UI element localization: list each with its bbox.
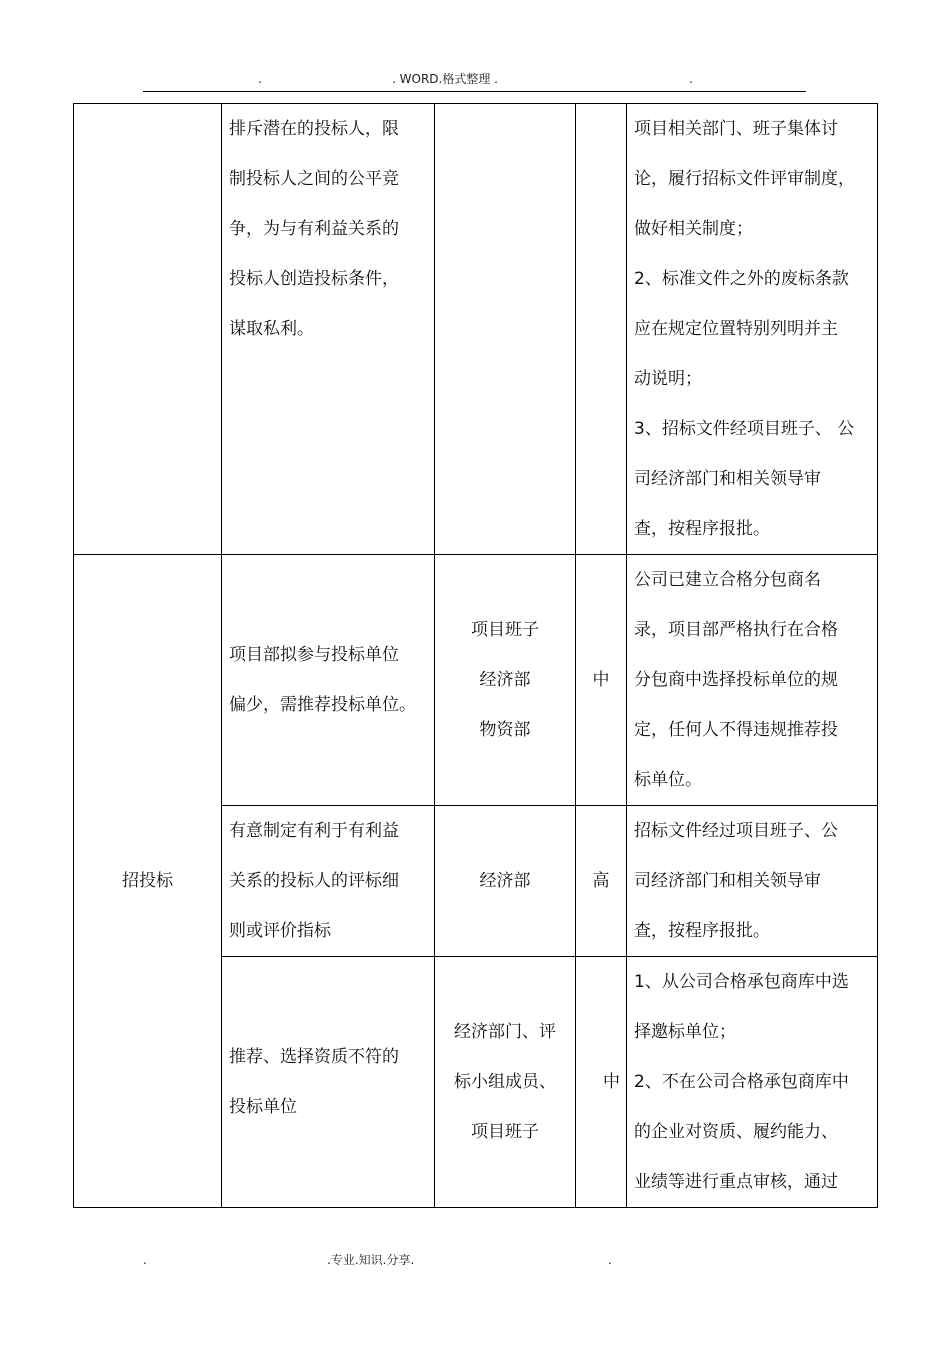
- text-line: 业绩等进行重点审核，通过: [634, 1172, 838, 1192]
- header-title: . WORD.格式整理 .: [392, 72, 498, 86]
- text-line: 项目部拟参与投标单位: [229, 645, 399, 665]
- text-line: 则或评价指标: [229, 921, 331, 941]
- text-line: 争，为与有利益关系的: [229, 219, 399, 239]
- risk-level-cell: [576, 806, 627, 957]
- text-line: 标单位。: [634, 770, 702, 790]
- measures-cell: [627, 957, 878, 1208]
- risk-table: [73, 103, 878, 1208]
- header-dot-right: .: [689, 72, 693, 86]
- text-line: 择邀标单位；: [634, 1022, 736, 1042]
- text-line: 物资部: [479, 720, 531, 740]
- footer-dot-left: .: [143, 1253, 147, 1267]
- risk-level: 中: [603, 1072, 620, 1092]
- category-cell: [74, 555, 222, 1208]
- category-cell-empty: [74, 104, 222, 555]
- text-line: 招标文件经过项目班子、公: [634, 821, 838, 841]
- text-line: 经济部: [479, 670, 531, 690]
- measures-cell: [627, 555, 878, 806]
- text-line: 公司已建立合格分包商名: [634, 570, 821, 590]
- text-line: 经济部: [479, 871, 531, 891]
- text-line: 项目班子: [471, 620, 539, 640]
- text-line: 论，履行招标文件评审制度，: [634, 169, 855, 189]
- text-line: 录，项目部严格执行在合格: [634, 620, 838, 640]
- text-line: 关系的投标人的评标细: [229, 871, 399, 891]
- table-row: [74, 104, 878, 555]
- department-cell: [435, 957, 576, 1208]
- text-line: 偏少，需推荐投标单位。: [229, 695, 416, 715]
- text-line: 标小组成员、: [454, 1072, 556, 1092]
- risk-level: 中: [592, 670, 610, 690]
- risk-description-cell: [222, 104, 435, 555]
- category-label: 招投标: [122, 871, 173, 891]
- text-line: 谋取私利。: [229, 319, 314, 339]
- text-line: 有意制定有利于有利益: [229, 821, 399, 841]
- text-line: 动说明；: [634, 369, 702, 389]
- risk-level-cell: [576, 957, 627, 1208]
- footer-dot-right: .: [608, 1253, 612, 1267]
- department-cell: [435, 806, 576, 957]
- text-line: 做好相关制度；: [634, 219, 753, 239]
- text-line: 3、招标文件经项目班子、 公: [634, 419, 855, 439]
- header-rule: [143, 91, 806, 92]
- footer-text: .专业.知识.分享.: [327, 1253, 415, 1267]
- department-cell-empty: [435, 104, 576, 555]
- risk-description-cell: [222, 806, 435, 957]
- measures-cell: [627, 806, 878, 957]
- text-line: 司经济部门和相关领导审: [634, 871, 821, 891]
- risk-description-cell: [222, 555, 435, 806]
- text-line: 排斥潜在的投标人，限: [229, 119, 399, 139]
- header-dot-left: .: [258, 72, 262, 86]
- risk-level-cell: [576, 555, 627, 806]
- text-line: 定，任何人不得违规推荐投: [634, 720, 838, 740]
- text-line: 分包商中选择投标单位的规: [634, 670, 838, 690]
- text-line: 经济部门、评: [454, 1022, 556, 1042]
- text-line: 推荐、选择资质不符的: [229, 1047, 399, 1067]
- department-cell: [435, 555, 576, 806]
- text-line: 1、从公司合格承包商库中选: [634, 972, 849, 992]
- text-line: 的企业对资质、履约能力、: [634, 1122, 838, 1142]
- risk-description-cell: [222, 957, 435, 1208]
- level-cell-empty: [576, 104, 627, 555]
- risk-level: 高: [592, 871, 610, 891]
- text-line: 项目班子: [471, 1122, 539, 1142]
- text-line: 项目相关部门、班子集体讨: [634, 119, 838, 139]
- text-line: 2、不在公司合格承包商库中: [634, 1072, 849, 1092]
- table-row: [74, 555, 878, 806]
- text-line: 查，按程序报批。: [634, 921, 770, 941]
- measures-cell: [627, 104, 878, 555]
- text-line: 制投标人之间的公平竞: [229, 169, 399, 189]
- text-line: 投标单位: [229, 1097, 297, 1117]
- text-line: 投标人创造投标条件，: [229, 269, 399, 289]
- text-line: 司经济部门和相关领导审: [634, 469, 821, 489]
- text-line: 查，按程序报批。: [634, 519, 770, 539]
- text-line: 2、标准文件之外的废标条款: [634, 269, 849, 289]
- text-line: 应在规定位置特别列明并主: [634, 319, 838, 339]
